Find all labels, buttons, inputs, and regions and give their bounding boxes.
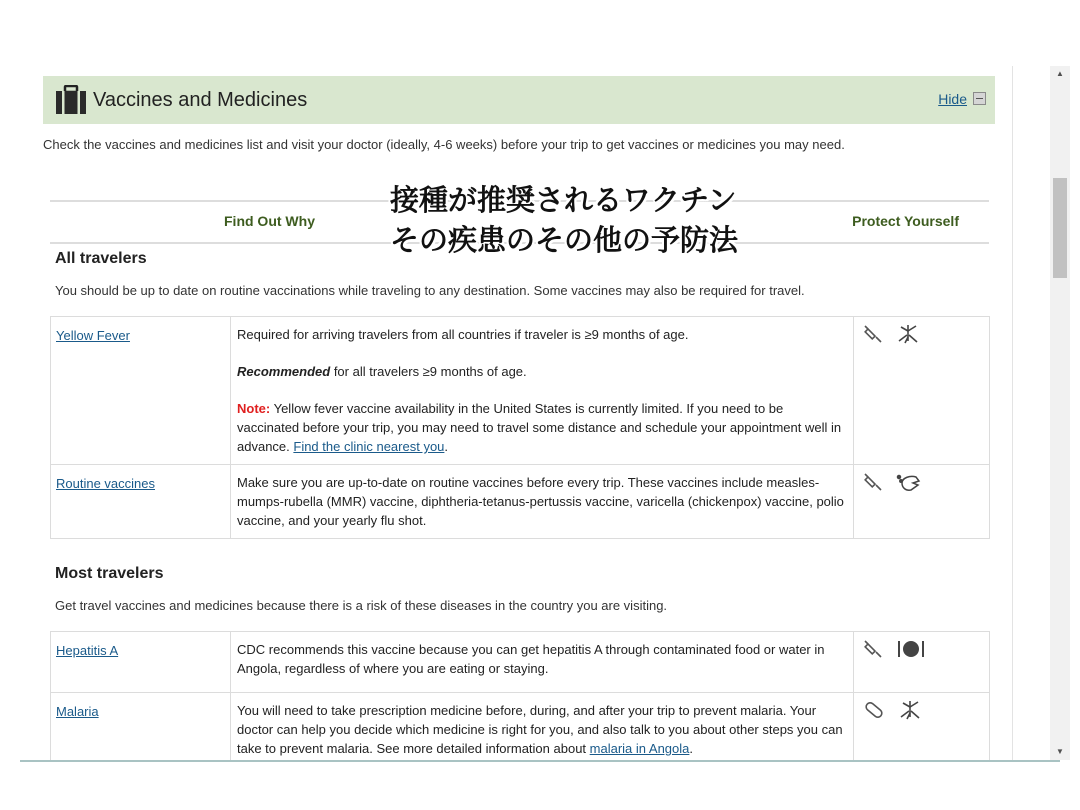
overlay-line-2: その疾患のその他の予防法: [390, 223, 739, 257]
description-text: Required for arriving travelers from all countries if traveler is ≥9 months of age.: [237, 327, 689, 342]
mosquito-icon[interactable]: [896, 323, 920, 345]
hide-link[interactable]: Hide: [938, 91, 967, 107]
table-row: [51, 317, 990, 465]
scroll-down-arrow-icon[interactable]: ▼: [1056, 747, 1064, 756]
protect-cell: [854, 465, 990, 539]
disease-link-routine-vaccines[interactable]: Routine vaccines: [56, 476, 155, 491]
protect-cell: [854, 632, 990, 693]
description-text: CDC recommends this vaccine because you can get hepatitis A through contaminated food or water in Angola, regardless of where you are eating or staying.: [237, 642, 825, 676]
group-description: You should be up to date on routine vaccinations while traveling to any destination. Some vaccines may also be required for travel.: [55, 283, 805, 298]
syringe-icon[interactable]: [862, 471, 884, 493]
vertical-scrollbar[interactable]: [1050, 66, 1070, 760]
description-cell: [231, 632, 854, 693]
pill-icon[interactable]: [862, 699, 886, 721]
clinic-link[interactable]: Find the clinic nearest you: [293, 439, 445, 454]
scrollbar-thumb[interactable]: [1053, 178, 1067, 278]
collapse-icon[interactable]: [973, 92, 986, 105]
mosquito-icon[interactable]: [898, 699, 922, 721]
malaria-text: You will need to take prescription medicine before, during, and after your trip to prevent malaria. Your doctor can help you decide which medicine is right for you, and also talk to you about other steps you can take to prevent malaria. See more detailed information about: [237, 703, 843, 756]
group-description: Get travel vaccines and medicines because there is a risk of these diseases in the country you are visiting.: [55, 598, 668, 613]
protect-cell: [854, 317, 990, 465]
syringe-icon[interactable]: [862, 638, 884, 660]
disease-link-yellow-fever[interactable]: Yellow Fever: [56, 328, 130, 343]
description-cell: [231, 465, 854, 539]
note-body: Yellow fever vaccine availability in the United States is currently limited. If you need to be vaccinated before your trip, you may need to travel some distance and schedule your appointment well in advance.: [237, 401, 842, 454]
suitcase-icon: [55, 85, 87, 115]
food-icon[interactable]: [896, 638, 926, 660]
table-row: [51, 465, 990, 539]
section-header: [43, 76, 995, 124]
disease-cell: [51, 465, 231, 539]
disease-cell: [51, 693, 231, 761]
note-label: Note:: [237, 401, 271, 416]
vaccine-table-most-travelers: [50, 631, 990, 760]
japanese-overlay-caption: [390, 180, 738, 260]
table-row: [51, 693, 990, 761]
description-text: Make sure you are up-to-date on routine vaccines before every trip. These vaccines include measles-mumps-rubella (MMR) vaccine, diphtheria-tetanus-pertussis vaccine, varicella (chickenpox) vaccine, polio vaccine, and your yearly flu shot.: [237, 475, 844, 528]
table-row: [51, 632, 990, 693]
vaccine-table-all-travelers: [50, 316, 990, 539]
malaria-angola-link[interactable]: malaria in Angola: [589, 741, 690, 756]
recommended-label: Recommended: [237, 364, 331, 379]
header-find-out-why: Find Out Why: [224, 213, 315, 229]
scroll-up-arrow-icon[interactable]: ▲: [1056, 69, 1064, 78]
group-title: Most travelers: [55, 565, 164, 582]
bottom-divider: [20, 760, 1060, 762]
disease-link-hepatitis-a[interactable]: Hepatitis A: [56, 643, 119, 658]
header-protect-yourself: Protect Yourself: [852, 213, 959, 229]
disease-link-malaria[interactable]: Malaria: [56, 704, 99, 719]
hand-wash-icon[interactable]: [896, 471, 922, 493]
disease-cell: [51, 317, 231, 465]
protect-cell: [854, 693, 990, 761]
description-text: [237, 701, 847, 758]
note-text: [237, 399, 847, 456]
group-title: All travelers: [55, 250, 147, 267]
recommended-text: for all travelers ≥9 months of age.: [330, 364, 527, 379]
intro-text: Check the vaccines and medicines list and visit your doctor (ideally, 4-6 weeks) before your trip to get vaccines or medicines you may need.: [43, 137, 845, 152]
punctuation: .: [444, 439, 449, 454]
punctuation: .: [689, 741, 694, 756]
section-title: Vaccines and Medicines: [93, 89, 308, 111]
description-text: [237, 362, 847, 381]
overlay-line-1: 接種が推奨されるワクチン: [390, 183, 737, 217]
description-cell: [231, 693, 854, 761]
disease-cell: [51, 632, 231, 693]
vaccines-panel: [26, 66, 1013, 760]
description-cell: [231, 317, 854, 465]
syringe-icon[interactable]: [862, 323, 884, 345]
